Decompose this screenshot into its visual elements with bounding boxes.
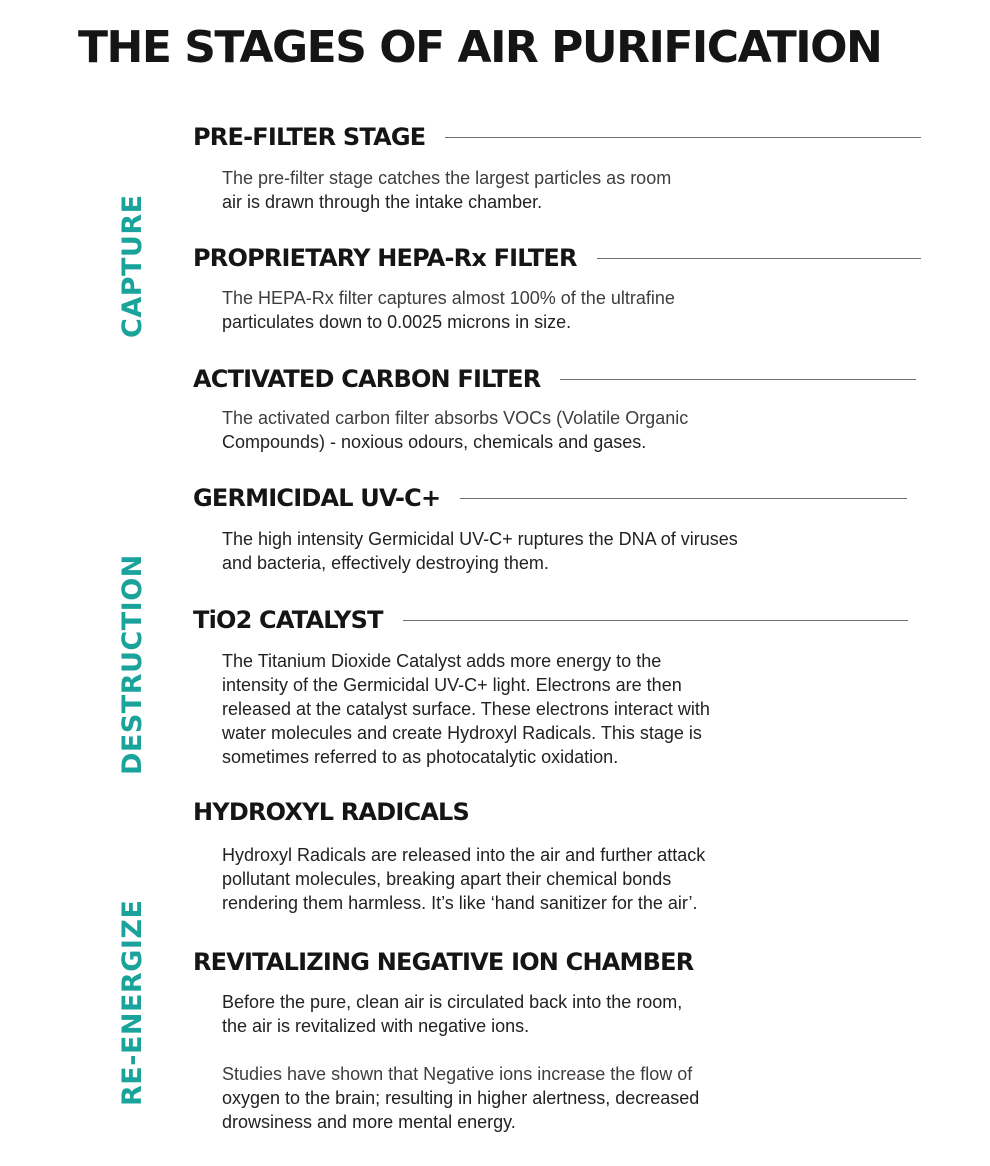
- description-line: rendering them harmless. It’s like ‘hand sanitizer for the air’.: [222, 893, 698, 913]
- description-line: water molecules and create Hydroxyl Radicals. This stage is: [222, 723, 702, 743]
- description-line: Studies have shown that Negative ions increase the flow of: [222, 1064, 693, 1084]
- stage-description-tio2-catalyst: [222, 649, 822, 769]
- stage-heading-hepa-filter: [193, 243, 921, 273]
- stage-heading-carbon-filter: [193, 364, 916, 394]
- stage-heading-pre-filter: [193, 122, 921, 152]
- stage-title: TiO2 CATALYST: [193, 606, 383, 634]
- stage-title: PROPRIETARY HEPA-Rx FILTER: [193, 244, 577, 272]
- section-label-destruction: DESTRUCTION: [117, 554, 148, 775]
- stage-title: ACTIVATED CARBON FILTER: [193, 365, 541, 393]
- description-line: drowsiness and more mental energy.: [222, 1112, 516, 1132]
- description-line: and bacteria, effectively destroying them.: [222, 553, 549, 573]
- description-line: released at the catalyst surface. These electrons interact with: [222, 699, 710, 719]
- stage-title: GERMICIDAL UV-C+: [193, 484, 441, 512]
- description-line: particulates down to 0.0025 microns in size.: [222, 312, 572, 332]
- heading-divider: [560, 379, 916, 380]
- description-line: oxygen to the brain; resulting in higher alertness, decreased: [222, 1088, 700, 1108]
- description-line: Compounds) - noxious odours, chemicals and gases.: [222, 432, 647, 452]
- stage-heading-uv-c: [193, 483, 907, 513]
- stage-note-negative-ions: [222, 1062, 822, 1134]
- stage-heading-hydroxyl-radicals: [193, 797, 469, 827]
- stage-title: HYDROXYL RADICALS: [193, 798, 470, 826]
- heading-divider: [460, 498, 907, 499]
- description-line: The activated carbon filter absorbs VOCs (Volatile Organic: [222, 408, 689, 428]
- description-line: air is drawn through the intake chamber.: [222, 192, 543, 212]
- stage-heading-tio2-catalyst: [193, 605, 908, 635]
- stage-title: REVITALIZING NEGATIVE ION CHAMBER: [193, 948, 694, 976]
- description-line: The high intensity Germicidal UV-C+ ruptures the DNA of viruses: [222, 529, 738, 549]
- stage-description-negative-ion-chamber: [222, 990, 822, 1038]
- description-line: intensity of the Germicidal UV-C+ light. Electrons are then: [222, 675, 682, 695]
- description-line: Before the pure, clean air is circulated back into the room,: [222, 992, 683, 1012]
- description-line: The Titanium Dioxide Catalyst adds more energy to the: [222, 651, 662, 671]
- heading-divider: [445, 137, 921, 138]
- stage-description-pre-filter: [222, 166, 822, 214]
- heading-divider: [403, 620, 908, 621]
- description-line: The HEPA-Rx filter captures almost 100% of the ultrafine: [222, 288, 675, 308]
- stage-description-carbon-filter: [222, 406, 822, 454]
- description-line: Hydroxyl Radicals are released into the air and further attack: [222, 845, 706, 865]
- stage-description-hydroxyl-radicals: [222, 843, 822, 915]
- description-line: pollutant molecules, breaking apart their chemical bonds: [222, 869, 672, 889]
- stage-description-hepa-filter: [222, 286, 822, 334]
- description-line: sometimes referred to as photocatalytic oxidation.: [222, 747, 619, 767]
- section-label-capture: CAPTURE: [117, 194, 148, 338]
- page-title: THE STAGES OF AIR PURIFICATION: [78, 22, 882, 73]
- stage-heading-negative-ion-chamber: [193, 947, 693, 977]
- description-line: The pre-filter stage catches the largest particles as room: [222, 168, 672, 188]
- stage-title: PRE-FILTER STAGE: [193, 123, 426, 151]
- stage-description-uv-c: [222, 527, 822, 575]
- description-line: the air is revitalized with negative ions.: [222, 1016, 530, 1036]
- heading-divider: [597, 258, 921, 259]
- section-label-reenergize: RE-ENERGIZE: [117, 899, 148, 1106]
